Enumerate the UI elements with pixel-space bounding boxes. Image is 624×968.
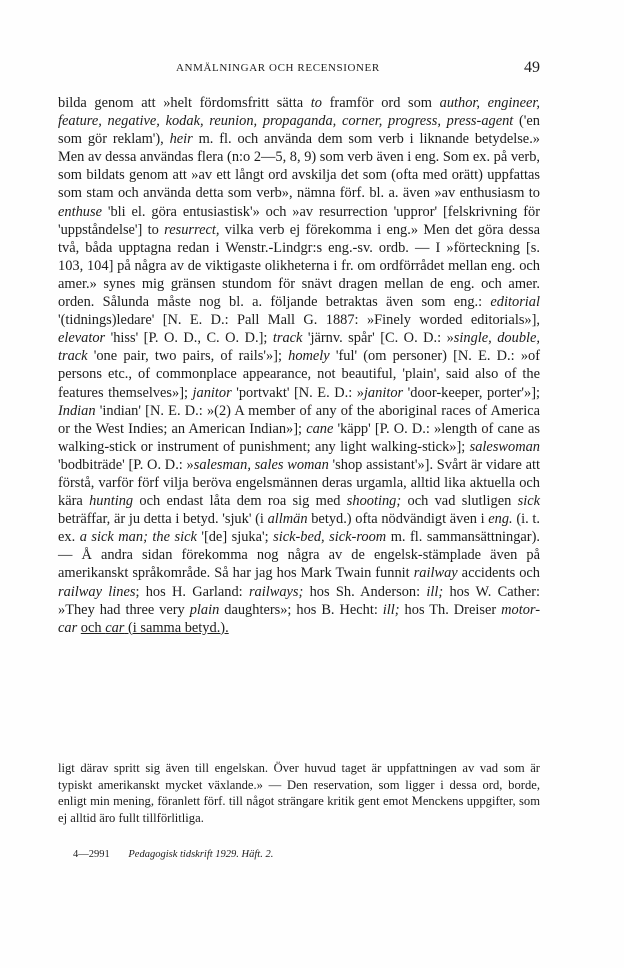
italic-term: to <box>310 95 322 111</box>
italic-term: sick-bed, sick-room <box>273 529 387 546</box>
italic-term: enthuse <box>58 203 102 220</box>
italic-term: eng. <box>488 511 513 528</box>
text-run: '(tidnings)ledare' [N. E. D.: Pall Mall G. 1887: »Finely worded editorials»], <box>58 312 540 329</box>
italic-term: railway lines <box>58 583 136 600</box>
italic-term: plain <box>189 601 220 618</box>
italic-term: sick <box>517 493 540 510</box>
text-run: hos W. Cather: »They had three very <box>58 583 541 618</box>
text-run: hos Sh. Anderson: <box>303 583 427 600</box>
text-run: (i. t. ex. <box>58 511 540 546</box>
page-footer <box>73 849 473 860</box>
italic-term: railway <box>413 565 458 582</box>
body-text <box>58 94 540 637</box>
italic-term: author, engineer, feature, negative, kodak, reunion, propaganda, corner, progress, press-agent <box>58 95 540 130</box>
underlined-text: (i samma betyd.). <box>124 619 229 636</box>
italic-term: ill; <box>426 583 444 600</box>
text-run: hos Th. Dreiser <box>399 601 502 618</box>
italic-term: cane <box>306 420 334 437</box>
italic-term: motor-car <box>58 601 540 636</box>
italic-term: a sick man; the sick <box>79 529 197 546</box>
text-run: 'one pair, two pairs, of rails'»]; <box>87 348 289 365</box>
text-run: framför ord som <box>322 95 440 111</box>
italic-term: hunting <box>89 493 134 510</box>
text-run: 'portvakt' [N. E. D.: » <box>231 384 364 401</box>
main-paragraph <box>58 94 540 637</box>
italic-term: homely <box>288 348 330 365</box>
text-run: daughters»; hos B. Hecht: <box>219 601 383 618</box>
text-run: och endast låta dem roa sig med <box>133 493 347 510</box>
text-run: betyd.) ofta nödvändigt även i <box>307 511 489 528</box>
journal-reference: Pedagogisk tidskrift 1929. Häft. 2. <box>128 849 274 860</box>
text-run: 'bli el. göra entusiastisk'» och »av resurrection 'uppror' [felskrivning för 'uppståndelse'] to <box>58 203 540 238</box>
footnote <box>58 760 540 826</box>
text-run: m. fl. och använda dem som verb i liknande betydelse.» Men av dessa användas flera (n:o 2—5, 8, 9) som verb även i eng. Som ex. på verb, som bildats genom att »av ett långt ord avskilja det som (ofta med orätt) uppfattas som stam och använda detta som verb», nämna förf. bl. a. även »av enthusiasm to <box>58 131 540 202</box>
footnote-text: ligt därav spritt sig även till engelskan. Över huvud taget är uppfattningen av vad som är typiskt amerikanskt mycket växlande.» — Den reservation, som ligger i dessa ord, borde, enligt min mening, föranlett förf. till något strängare kritik gent emot Menckens uppgifter, som ej alltid äro fullt tillförlitliga. <box>58 761 540 825</box>
text-run: 'hiss' [P. O. D., C. O. D.]; <box>105 330 273 347</box>
text-run: vilka verb ej förekomma i eng.» Men det göra dessa två, båda upptagna redan i Wenstr.-Lindgr:s eng.-sv. ordb. — I »förteckning [s. 103, 104] på några av de viktigaste olikheterna i fr. om ordförrådet mellan eng. och amer.» synes mig gränsen stundom för snävt dragen mellan de eng. och amer. orden. Sålunda måste nog bl. a. följande betraktas även som eng.: <box>58 221 540 311</box>
text-run: 'door-keeper, porter'»]; <box>403 384 540 401</box>
page-number: 49 <box>524 59 540 76</box>
text-run: ; hos H. Garland: <box>135 583 249 600</box>
text-run: 'bodbiträde' [P. O. D.: » <box>58 456 194 473</box>
italic-term: railways; <box>248 583 304 600</box>
text-run: 'ful' (om personer) [N. E. D.: »of persons etc., of commonplace appearance, not beautiful, 'plain', said also of the features themselves»]; <box>58 348 540 401</box>
text-run: m. fl. sammansättningar). — Å andra sidan förekomma nog några av de engelsk-stämplade även på amerikanskt språkområde. Så har jag hos Mark Twain funnit <box>58 529 540 582</box>
signature-mark: 4—2991 <box>73 849 110 860</box>
text-run: beträffar, är ju detta i betyd. 'sjuk' (i <box>58 511 268 528</box>
text-run: 'käpp' [P. O. D.: »length of cane as walking-stick or instrument of punishment; any light walking-stick»]; <box>58 420 540 455</box>
italic-term: single, double, track <box>58 330 541 365</box>
italic-term: editorial <box>490 294 540 311</box>
italic-term: janitor <box>192 384 232 401</box>
italic-term: car <box>105 619 125 636</box>
text-run: bilda genom att »helt fördomsfritt sätta <box>58 95 311 111</box>
running-head: ANMÄLNINGAR OCH RECENSIONER <box>176 62 380 74</box>
italic-term: track <box>272 330 303 347</box>
italic-term: allmän <box>267 511 308 528</box>
italic-term: resurrect, <box>164 221 220 238</box>
italic-term: janitor <box>363 384 404 401</box>
italic-term: salesman, sales woman <box>193 456 329 473</box>
italic-term: elevator <box>58 330 106 347</box>
text-run: 'shop assistant'»]. Svårt är vidare att förstå, varför förf vilja beröva engelsmännen deras urgamla, alltid lika aktuella och kära <box>58 456 540 510</box>
text-run: ('en som gör reklam'), <box>58 113 540 148</box>
text-run: och vad slutligen <box>401 493 518 510</box>
text-run: 'indian' [N. E. D.: »(2) A member of any of the aboriginal races of America or the West Indies; an American Indian»]; <box>58 402 540 437</box>
text-run: accidents och <box>457 565 540 582</box>
italic-term: shooting; <box>346 493 402 510</box>
italic-term: ill; <box>382 601 400 618</box>
italic-term: Indian <box>58 402 96 419</box>
page-header <box>58 59 540 80</box>
italic-term: saleswoman <box>469 438 540 455</box>
underlined-text: och <box>80 619 106 636</box>
text-run: '[de] sjuka'; <box>196 529 274 546</box>
text-run: 'järnv. spår' [C. O. D.: » <box>302 330 454 347</box>
italic-term: heir <box>169 131 193 148</box>
